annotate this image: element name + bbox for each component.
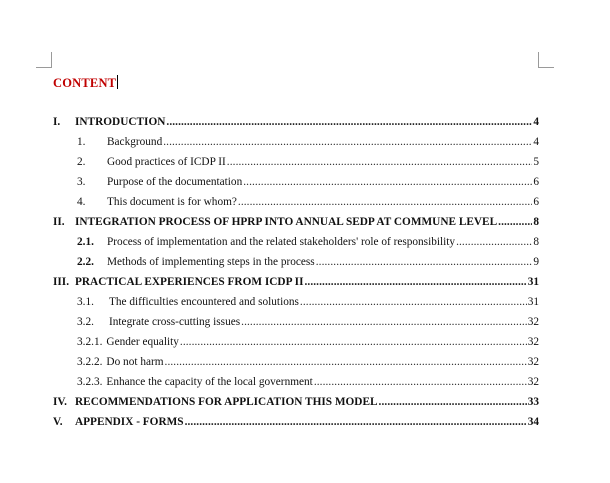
toc-number: III. bbox=[53, 276, 70, 288]
toc-entry[interactable] bbox=[53, 392, 539, 412]
toc-title: Integrate cross-cutting issues bbox=[109, 316, 241, 328]
toc-page: 31 bbox=[527, 276, 539, 288]
toc-number: V. bbox=[53, 416, 63, 428]
toc-entry[interactable] bbox=[53, 172, 539, 192]
toc-heading[interactable] bbox=[53, 75, 118, 91]
toc-leader bbox=[166, 112, 532, 132]
toc-leader bbox=[185, 412, 527, 432]
toc-entry[interactable] bbox=[53, 232, 539, 252]
toc-number: II. bbox=[53, 216, 65, 228]
table-of-contents bbox=[53, 112, 539, 432]
toc-title: Process of implementation and the related stakeholders' role of responsibility bbox=[107, 236, 456, 248]
toc-entry[interactable] bbox=[53, 412, 539, 432]
toc-leader bbox=[163, 132, 532, 152]
toc-title: Background bbox=[107, 136, 163, 148]
toc-number: 3.2.3. bbox=[77, 376, 103, 388]
toc-entry[interactable] bbox=[53, 212, 539, 232]
toc-number: 2.1. bbox=[77, 236, 94, 248]
toc-page: 4 bbox=[533, 116, 539, 128]
toc-number: 3.2. bbox=[77, 316, 94, 328]
toc-number: 2.2. bbox=[77, 256, 94, 268]
toc-title: Methods of implementing steps in the process bbox=[107, 256, 315, 268]
toc-title: INTRODUCTION bbox=[75, 116, 166, 128]
toc-page: 33 bbox=[527, 396, 539, 408]
toc-leader bbox=[304, 272, 526, 292]
toc-leader bbox=[165, 352, 527, 372]
toc-entry[interactable] bbox=[53, 112, 539, 132]
toc-title: Gender equality bbox=[106, 336, 179, 348]
toc-entry[interactable] bbox=[53, 292, 539, 312]
toc-leader bbox=[227, 152, 533, 172]
toc-page: 6 bbox=[533, 176, 539, 188]
toc-number: 4. bbox=[77, 196, 86, 208]
toc-entry[interactable] bbox=[53, 312, 539, 332]
toc-title: The difficulties encountered and solutions bbox=[109, 296, 299, 308]
toc-leader bbox=[498, 212, 532, 232]
toc-page: 8 bbox=[533, 216, 539, 228]
toc-number: 3.2.1. bbox=[77, 336, 103, 348]
toc-entry[interactable] bbox=[53, 132, 539, 152]
toc-page: 32 bbox=[527, 316, 539, 328]
toc-leader bbox=[456, 232, 532, 252]
toc-entry[interactable] bbox=[53, 352, 539, 372]
toc-page: 6 bbox=[533, 196, 539, 208]
toc-entry[interactable] bbox=[53, 372, 539, 392]
toc-leader bbox=[300, 292, 527, 312]
toc-heading-text: CONTENT bbox=[53, 76, 117, 90]
toc-title: Do not harm bbox=[106, 356, 164, 368]
text-cursor bbox=[117, 75, 118, 89]
toc-leader bbox=[180, 332, 527, 352]
toc-page: 32 bbox=[527, 336, 539, 348]
toc-page: 31 bbox=[527, 296, 539, 308]
toc-entry[interactable] bbox=[53, 272, 539, 292]
toc-page: 9 bbox=[533, 256, 539, 268]
toc-leader bbox=[379, 392, 527, 412]
toc-page: 4 bbox=[533, 136, 539, 148]
toc-leader bbox=[243, 172, 532, 192]
toc-title: Enhance the capacity of the local government bbox=[106, 376, 313, 388]
toc-number: 3.1. bbox=[77, 296, 94, 308]
toc-title: Purpose of the documentation bbox=[107, 176, 243, 188]
toc-title: INTEGRATION PROCESS OF HPRP INTO ANNUAL SEDP AT COMMUNE LEVEL bbox=[75, 216, 498, 228]
toc-leader bbox=[316, 252, 533, 272]
toc-entry[interactable] bbox=[53, 192, 539, 212]
toc-number: 3.2.2. bbox=[77, 356, 103, 368]
toc-title: Good practices of ICDP II bbox=[107, 156, 226, 168]
toc-entry[interactable] bbox=[53, 152, 539, 172]
toc-number: 1. bbox=[77, 136, 86, 148]
toc-title: This document is for whom? bbox=[107, 196, 237, 208]
toc-page: 8 bbox=[533, 236, 539, 248]
toc-entry[interactable] bbox=[53, 332, 539, 352]
toc-page: 32 bbox=[527, 356, 539, 368]
toc-number: 3. bbox=[77, 176, 86, 188]
toc-page: 32 bbox=[527, 376, 539, 388]
toc-title: APPENDIX - FORMS bbox=[75, 416, 184, 428]
toc-page: 5 bbox=[533, 156, 539, 168]
toc-number: 2. bbox=[77, 156, 86, 168]
toc-leader bbox=[314, 372, 527, 392]
toc-number: IV. bbox=[53, 396, 67, 408]
toc-leader bbox=[241, 312, 527, 332]
toc-leader bbox=[238, 192, 532, 212]
toc-page: 34 bbox=[527, 416, 539, 428]
toc-entry[interactable] bbox=[53, 252, 539, 272]
toc-title: PRACTICAL EXPERIENCES FROM ICDP II bbox=[75, 276, 304, 288]
toc-title: RECOMMENDATIONS FOR APPLICATION THIS MODEL bbox=[75, 396, 378, 408]
toc-number: I. bbox=[53, 116, 61, 128]
